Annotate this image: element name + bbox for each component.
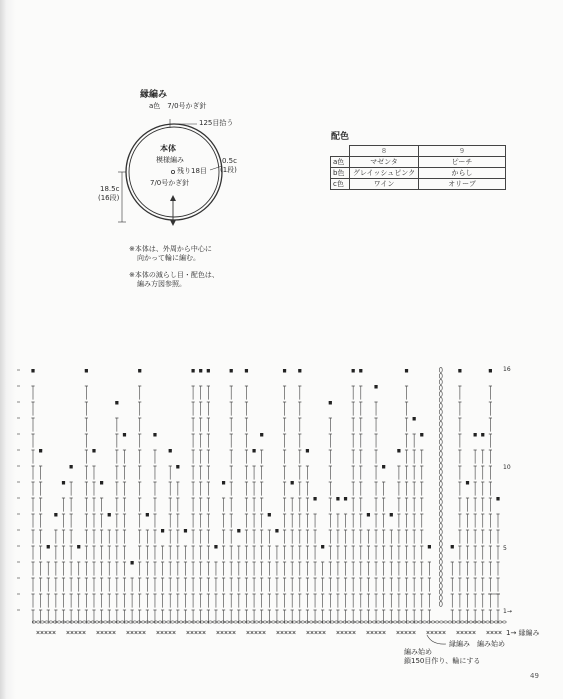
sc-mark	[277, 631, 280, 634]
stitch-column	[222, 481, 225, 624]
stitch-column	[451, 545, 454, 624]
sc-mark	[409, 631, 412, 634]
stitch-column	[413, 417, 416, 624]
foundation-chain	[41, 621, 45, 623]
stitch-column	[31, 369, 34, 624]
foundation-chain	[440, 621, 444, 623]
sc-mark	[427, 631, 430, 634]
color-table-title: 配色	[331, 132, 350, 142]
chain-stitch	[439, 446, 442, 451]
chain-stitch	[439, 554, 442, 559]
foundation-chain	[364, 621, 368, 623]
chain-stitch	[439, 488, 442, 493]
stitch-column	[260, 433, 263, 624]
foundation-chain	[368, 621, 372, 623]
foundation-chain	[276, 621, 280, 623]
sc-mark	[345, 631, 348, 634]
stitch-column	[77, 545, 80, 624]
stitch-column	[466, 481, 469, 624]
foundation-chain	[309, 621, 313, 623]
note-2-line-1: ※本体の減らし目・配色は、	[129, 271, 219, 279]
note-2-line-2: 編み方図参照。	[137, 280, 186, 288]
stitch-column	[47, 545, 50, 624]
chain-stitch	[439, 518, 442, 523]
sc-mark	[191, 631, 194, 634]
page-number: 49	[530, 672, 539, 680]
stitch-column	[321, 545, 324, 624]
sc-mark	[401, 631, 404, 634]
sc-mark	[315, 631, 318, 634]
sc-mark	[109, 631, 112, 634]
body-hook: 7/0号かぎ針	[150, 179, 190, 187]
chain-stitch	[439, 482, 442, 487]
stitch-column	[397, 449, 400, 624]
chain-stitch	[439, 572, 442, 577]
sc-mark	[375, 631, 378, 634]
sc-mark	[431, 631, 434, 634]
foundation-chain	[259, 621, 263, 623]
sc-mark	[293, 631, 296, 634]
foundation-chain	[494, 621, 498, 623]
foundation-chain	[272, 621, 276, 623]
stitch-column	[123, 433, 126, 624]
edge-rows: (1段)	[220, 166, 237, 174]
foundation-chain	[402, 621, 406, 623]
foundation-chain	[410, 621, 414, 623]
stitch-column	[268, 513, 271, 624]
chain-stitch	[439, 530, 442, 535]
sc-mark	[165, 631, 168, 634]
foundation-chain	[242, 621, 246, 623]
foundation-chain	[167, 621, 171, 623]
foundation-chain	[255, 621, 259, 623]
foundation-chain	[158, 621, 162, 623]
sc-mark	[435, 631, 438, 634]
body-start-note: 鎖150目作り、輪にする	[404, 657, 481, 665]
foundation-chain	[70, 621, 74, 623]
stitch-column	[313, 497, 316, 624]
remaining-stitches: 残り18目	[177, 167, 207, 175]
radius-label: 18.5c	[100, 185, 120, 193]
edge-width: 0.5c	[222, 157, 237, 165]
stitch-column	[191, 369, 194, 624]
stitch-column	[214, 545, 217, 624]
foundation-chain	[125, 621, 129, 623]
foundation-chain	[66, 621, 70, 623]
chain-stitch	[439, 512, 442, 517]
foundation-chain	[503, 621, 507, 623]
start-leader	[427, 635, 446, 644]
foundation-chain	[57, 621, 61, 623]
sc-mark	[79, 631, 82, 634]
stitch-column	[161, 529, 164, 624]
sc-mark	[491, 631, 494, 634]
foundation-chain	[137, 621, 141, 623]
foundation-chain	[314, 621, 318, 623]
row-label-16: 16	[503, 366, 511, 373]
foundation-chain	[465, 621, 469, 623]
sc-mark	[383, 631, 386, 634]
sc-mark	[379, 631, 382, 634]
chain-stitch	[439, 428, 442, 433]
chain-stitch	[439, 506, 442, 511]
sc-mark	[229, 631, 232, 634]
sc-mark	[97, 631, 100, 634]
foundation-chain	[326, 621, 330, 623]
foundation-chain	[141, 621, 145, 623]
foundation-chain	[301, 621, 305, 623]
chain-stitch	[439, 374, 442, 379]
stitch-column	[489, 369, 492, 624]
chain-stitch	[439, 548, 442, 553]
col-header-9: 9	[419, 146, 506, 157]
foundation-chain	[196, 621, 200, 623]
edging-row-label: 1→ 縁編み	[506, 629, 540, 637]
foundation-chain	[36, 621, 40, 623]
sc-mark	[465, 631, 468, 634]
foundation-chain	[339, 621, 343, 623]
foundation-chain	[343, 621, 347, 623]
foundation-chain	[179, 621, 183, 623]
sc-mark	[469, 631, 472, 634]
chain-stitch	[439, 560, 442, 565]
chain-stitch	[439, 476, 442, 481]
sc-mark	[367, 631, 370, 634]
chain-stitch	[439, 494, 442, 499]
sc-mark	[349, 631, 352, 634]
sc-mark	[83, 631, 86, 634]
stitch-column	[130, 561, 133, 624]
chain-stitch	[439, 464, 442, 469]
chain-stitch	[439, 422, 442, 427]
foundation-chain	[347, 621, 351, 623]
sc-mark	[405, 631, 408, 634]
sc-mark	[49, 631, 52, 634]
note-1-line-1: ※本体は、外周から中心に	[129, 245, 212, 253]
stitch-column	[70, 465, 73, 624]
sc-mark	[161, 631, 164, 634]
stitch-column	[100, 481, 103, 624]
foundation-chain	[171, 621, 175, 623]
foundation-chain	[192, 621, 196, 623]
chain-stitch	[439, 524, 442, 529]
stitch-column	[481, 433, 484, 624]
foundation-chain	[251, 621, 255, 623]
foundation-chain	[305, 621, 309, 623]
sc-mark	[53, 631, 56, 634]
stitch-column	[474, 433, 477, 624]
stitch-column	[283, 369, 286, 624]
sc-mark	[443, 631, 446, 634]
row-label-5: 5	[503, 545, 507, 552]
sc-mark	[199, 631, 202, 634]
sc-mark	[353, 631, 356, 634]
foundation-chain	[427, 621, 431, 623]
edging-start-label: 縁編み 編み始め	[449, 640, 505, 648]
sc-mark	[113, 631, 116, 634]
stitch-column	[252, 449, 255, 624]
sc-mark	[397, 631, 400, 634]
stitch-column	[199, 369, 202, 624]
foundation-chain	[87, 621, 91, 623]
foundation-chain	[221, 621, 225, 623]
chain-stitch	[439, 578, 442, 583]
chain-stitch	[439, 500, 442, 505]
chain-stitch	[439, 416, 442, 421]
foundation-chain	[385, 621, 389, 623]
sc-mark	[225, 631, 228, 634]
stitch-column	[207, 369, 210, 624]
foundation-chain	[225, 621, 229, 623]
stitch-column	[138, 369, 141, 624]
foundation-chain	[444, 621, 448, 623]
chain-stitch	[439, 392, 442, 397]
foundation-chain	[377, 621, 381, 623]
foundation-chain	[209, 621, 213, 623]
table-row: b色 グレイッシュピンク からし	[331, 168, 506, 179]
stitch-column	[108, 513, 111, 624]
foundation-chain	[188, 621, 192, 623]
foundation-chain	[120, 621, 124, 623]
foundation-chain	[280, 621, 284, 623]
stitch-column	[237, 529, 240, 624]
stitch-column	[329, 401, 332, 624]
sc-mark	[169, 631, 172, 634]
foundation-chain	[477, 621, 481, 623]
sc-mark	[217, 631, 220, 634]
chain-stitch	[439, 434, 442, 439]
table-row: a色 マゼンタ ピーチ	[331, 157, 506, 168]
stitch-column	[245, 369, 248, 624]
sc-mark	[371, 631, 374, 634]
chain-stitch	[439, 602, 442, 607]
foundation-chain	[330, 621, 334, 623]
stitch-column	[115, 401, 118, 624]
sc-mark	[289, 631, 292, 634]
stitch-column	[62, 481, 65, 624]
foundation-chain	[288, 621, 292, 623]
sc-mark	[285, 631, 288, 634]
stitch-column	[420, 433, 423, 624]
foundation-chain	[99, 621, 103, 623]
chain-stitch	[439, 536, 442, 541]
foundation-chain	[372, 621, 376, 623]
sc-mark	[487, 631, 490, 634]
chain-stitch	[439, 590, 442, 595]
foundation-chain	[49, 621, 53, 623]
foundation-chain	[293, 621, 297, 623]
sc-mark	[75, 631, 78, 634]
foundation-chain	[104, 621, 108, 623]
sc-mark	[461, 631, 464, 634]
chain-stitch	[439, 596, 442, 601]
chain-stitch	[439, 368, 442, 373]
stitch-column	[298, 369, 301, 624]
stitch-column	[39, 449, 42, 624]
chain-stitch	[439, 404, 442, 409]
sc-mark	[281, 631, 284, 634]
body-start-label: 編み始め	[404, 648, 432, 656]
stitch-column	[382, 465, 385, 624]
foundation-chain	[95, 621, 99, 623]
foundation-chain	[498, 621, 502, 623]
foundation-chain	[360, 621, 364, 623]
sc-mark	[255, 631, 258, 634]
sc-mark	[413, 631, 416, 634]
table-row: c色 ワイン オリーブ	[331, 179, 506, 190]
chain-stitch	[439, 440, 442, 445]
sc-mark	[187, 631, 190, 634]
foundation-chain	[461, 621, 465, 623]
foundation-chain	[204, 621, 208, 623]
sc-mark	[233, 631, 236, 634]
sc-mark	[131, 631, 134, 634]
foundation-chain	[246, 621, 250, 623]
sc-mark	[135, 631, 138, 634]
sc-mark	[311, 631, 314, 634]
stitch-column	[344, 497, 347, 624]
sc-mark	[127, 631, 130, 634]
sc-mark	[71, 631, 74, 634]
sc-mark	[457, 631, 460, 634]
sc-mark	[41, 631, 44, 634]
stitch-column	[291, 481, 294, 624]
foundation-chain	[133, 621, 137, 623]
chain-stitch	[439, 458, 442, 463]
foundation-chain	[154, 621, 158, 623]
foundation-chain	[234, 621, 238, 623]
foundation-chain	[112, 621, 116, 623]
sc-mark	[337, 631, 340, 634]
sc-mark	[173, 631, 176, 634]
foundation-chain	[423, 621, 427, 623]
foundation-chain	[456, 621, 460, 623]
foundation-chain	[83, 621, 87, 623]
sc-mark	[143, 631, 146, 634]
stitch-column	[146, 513, 149, 624]
stitch-column	[405, 369, 408, 624]
foundation-chain	[217, 621, 221, 623]
edging-spec: a色 7/0号かぎ針	[149, 102, 207, 110]
foundation-chain	[435, 621, 439, 623]
foundation-chain	[162, 621, 166, 623]
foundation-chain	[356, 621, 360, 623]
stitch-column	[336, 497, 339, 624]
foundation-chain	[452, 621, 456, 623]
body-pattern: 模様編み	[156, 156, 184, 164]
sc-mark	[37, 631, 40, 634]
stitch-column	[390, 513, 393, 624]
sc-mark	[67, 631, 70, 634]
edging-title: 縁編み	[140, 90, 168, 100]
stitch-column	[275, 529, 278, 624]
stitch-column	[458, 369, 461, 624]
sc-mark	[319, 631, 322, 634]
chain-stitch	[439, 566, 442, 571]
stitch-column	[306, 449, 309, 624]
sc-mark	[45, 631, 48, 634]
note-1-line-2: 向かって輪に編む。	[137, 254, 200, 262]
foundation-chain	[45, 621, 49, 623]
stitch-column	[367, 513, 370, 624]
col-header-8: 8	[350, 146, 419, 157]
stitch-column	[176, 465, 179, 624]
foundation-chain	[486, 621, 490, 623]
stitch-column	[496, 497, 499, 624]
foundation-chain	[318, 621, 322, 623]
stitch-column	[169, 449, 172, 624]
sc-mark	[439, 631, 442, 634]
pickup-label: 125目拾う	[199, 119, 234, 127]
foundation-chain	[74, 621, 78, 623]
sc-mark	[221, 631, 224, 634]
stitch-column	[153, 433, 156, 624]
foundation-chain	[469, 621, 473, 623]
chain-stitch	[439, 380, 442, 385]
stitch-column	[359, 369, 362, 624]
chain-stitch	[439, 410, 442, 415]
stitch-column	[54, 513, 57, 624]
chain-stitch	[439, 386, 442, 391]
radius-rows: (16段)	[98, 194, 120, 202]
foundation-chain	[414, 621, 418, 623]
stitch-column	[92, 449, 95, 624]
sc-mark	[473, 631, 476, 634]
foundation-chain	[53, 621, 57, 623]
sc-mark	[307, 631, 310, 634]
sc-mark	[195, 631, 198, 634]
chain-stitch	[439, 584, 442, 589]
sc-mark	[495, 631, 498, 634]
sc-mark	[203, 631, 206, 634]
sc-mark	[251, 631, 254, 634]
stitch-column	[428, 545, 431, 624]
sc-mark	[105, 631, 108, 634]
foundation-chain	[108, 621, 112, 623]
foundation-chain	[431, 621, 435, 623]
foundation-chain	[398, 621, 402, 623]
sc-mark	[341, 631, 344, 634]
chain-stitch	[439, 542, 442, 547]
stitch-column	[85, 369, 88, 624]
body-title: 本体	[160, 144, 176, 153]
sc-mark	[247, 631, 250, 634]
foundation-chain	[482, 621, 486, 623]
sc-mark	[263, 631, 266, 634]
chain-stitch	[439, 452, 442, 457]
sc-mark	[259, 631, 262, 634]
chain-stitch	[439, 398, 442, 403]
sc-mark	[101, 631, 104, 634]
stitch-column	[230, 369, 233, 624]
chain-stitch	[439, 470, 442, 475]
foundation-chain	[263, 621, 267, 623]
sc-mark	[323, 631, 326, 634]
stitch-column	[374, 385, 377, 624]
foundation-chain	[448, 621, 452, 623]
sc-mark	[157, 631, 160, 634]
foundation-chain	[150, 621, 154, 623]
stitch-column	[184, 529, 187, 624]
stitch-column	[352, 369, 355, 624]
sc-mark	[139, 631, 142, 634]
row-label-1: 1→	[503, 608, 512, 615]
sc-mark	[499, 631, 502, 634]
foundation-chain	[393, 621, 397, 623]
row-label-10: 10	[503, 464, 511, 471]
